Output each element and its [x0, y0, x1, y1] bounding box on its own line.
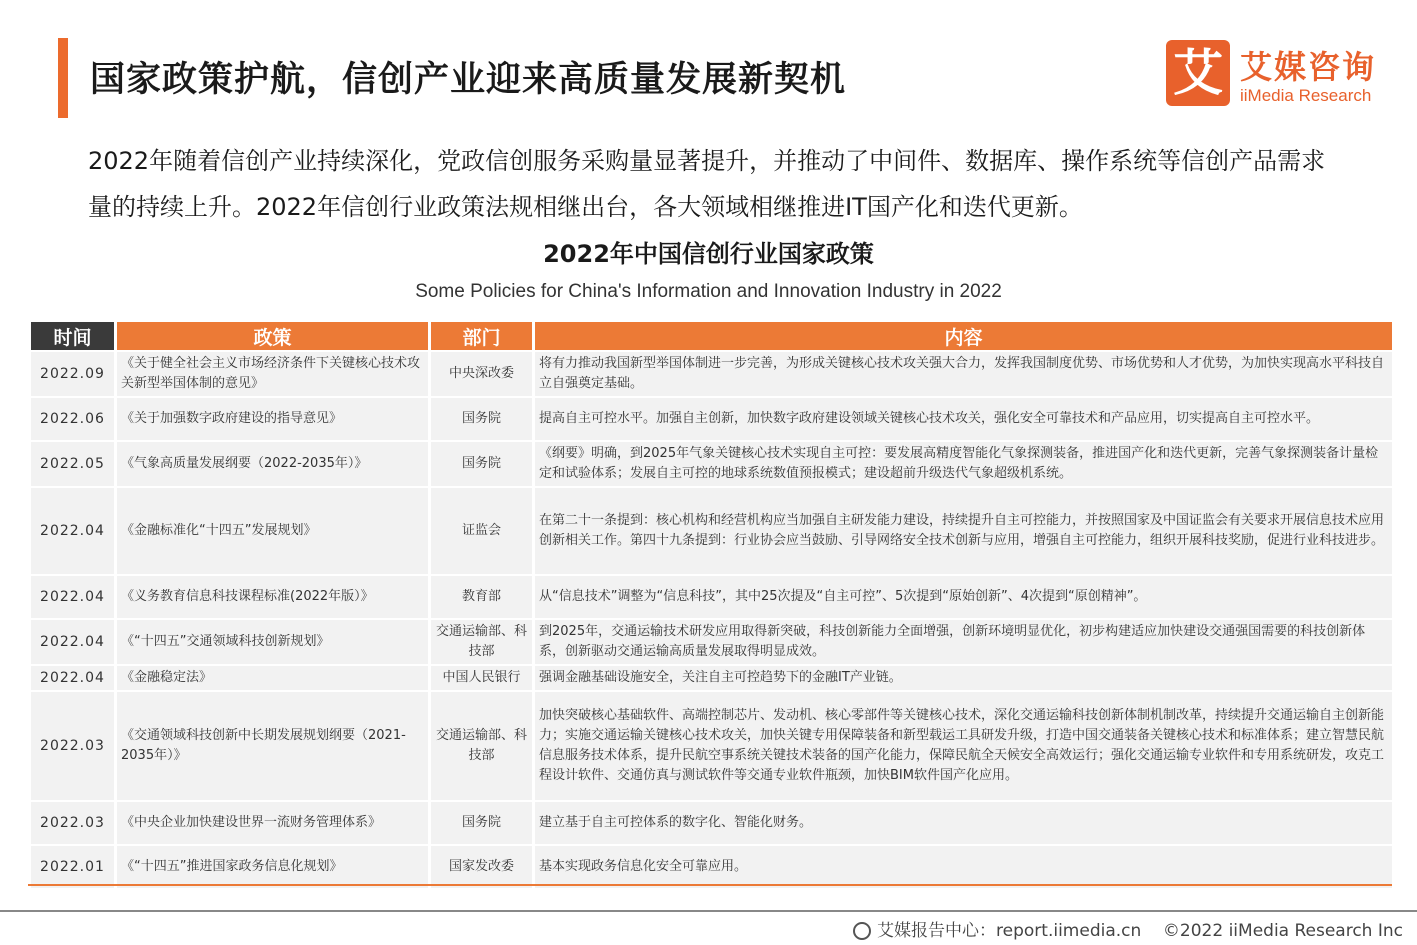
footer-divider: [0, 910, 1417, 912]
row-dept: 国务院: [431, 442, 532, 486]
table-row: [31, 802, 1392, 844]
table-row: [31, 846, 1392, 888]
row-content: 加快突破核心基础软件、高端控制芯片、发动机、核心零部件等关键核心技术，深化交通运输科技创新体制机制改革，持续提升交通运输自主创新能力；实施交通运输关键核心技术攻关，加快关键专用保障装备和新型载运工具研发升级，打造中国交通装备关键核心技术和标准体系；建立智慧民航信息服务技术体系，提升民航空事系统关键技术装备的国产化能力，保障民航全天候安全高效运行；强化交通运输专业软件和专用系统研发，攻克工程设计软件、交通仿真与测试软件等交通专业软件瓶颈，加快BIM软件国产化应用。: [535, 692, 1392, 800]
row-policy: 《义务教育信息科技课程标准(2022年版）》: [117, 576, 428, 618]
row-time: 2022.05: [31, 442, 114, 486]
table-bottom-rule: [28, 884, 1392, 886]
row-content: 《纲要》明确，到2025年气象关键核心技术实现自主可控：要发展高精度智能化气象探测装备，推进国产化和迭代更新，完善气象探测装备计量检定和试验体系；发展自主可控的地球系统数值预报模式；建设超前升级迭代气象超级机系统。: [535, 442, 1392, 486]
header-dept: 部门: [431, 322, 532, 350]
page-title: 国家政策护航，信创产业迎来高质量发展新契机: [90, 60, 847, 100]
header-policy: 政策: [117, 322, 428, 350]
row-dept: 国务院: [431, 398, 532, 440]
table-title: 2022年中国信创行业国家政策: [543, 240, 874, 268]
row-time: 2022.06: [31, 398, 114, 440]
row-content: 强调金融基础设施安全，关注自主可控趋势下的金融IT产业链。: [535, 666, 1392, 690]
table-row: [31, 620, 1392, 664]
row-content: 提高自主可控水平。加强自主创新，加快数字政府建设领域关键核心技术攻关，强化安全可靠技术和产品应用，切实提高自主可控水平。: [535, 398, 1392, 440]
logo-name-en: iiMedia Research: [1240, 86, 1372, 105]
row-content: 将有力推动我国新型举国体制进一步完善，为形成关键核心技术攻关强大合力，发挥我国制度优势、市场优势和人才优势，为加快实现高水平科技自立自强奠定基础。: [535, 352, 1392, 396]
row-dept: 国家发改委: [431, 846, 532, 888]
globe-icon: [853, 922, 871, 940]
row-dept: 国务院: [431, 802, 532, 844]
row-policy: 《“十四五”推进国家政务信息化规划》: [117, 846, 428, 888]
row-time: 2022.09: [31, 352, 114, 396]
table-header-row: [31, 322, 1392, 350]
row-content: 在第二十一条提到：核心机构和经营机构应当加强自主研发能力建设，持续提升自主可控能力，并按照国家及中国证监会有关要求开展信息技术应用创新相关工作。第四十九条提到：行业协会应当鼓励、引导网络安全技术创新与应用，增强自主可控能力，组织开展科技奖励，促进行业科技进步。: [535, 488, 1392, 574]
row-policy: 《中央企业加快建设世界一流财务管理体系》: [117, 802, 428, 844]
footer: [853, 916, 1403, 941]
row-dept: 中央深改委: [431, 352, 532, 396]
row-content: 基本实现政务信息化安全可靠应用。: [535, 846, 1392, 888]
header-time: 时间: [31, 322, 114, 350]
row-policy: 《气象高质量发展纲要（2022-2035年）》: [117, 442, 428, 486]
table-row: [31, 488, 1392, 574]
title-accent-bar: [58, 38, 68, 118]
row-time: 2022.04: [31, 576, 114, 618]
row-policy: 《关于加强数字政府建设的指导意见》: [117, 398, 428, 440]
table-row: [31, 692, 1392, 800]
table-row: [31, 666, 1392, 690]
row-time: 2022.01: [31, 846, 114, 888]
row-time: 2022.04: [31, 488, 114, 574]
header-content: 内容: [535, 322, 1392, 350]
row-policy: 《关于健全社会主义市场经济条件下关键核心技术攻关新型举国体制的意见》: [117, 352, 428, 396]
policy-table: [28, 320, 1395, 890]
row-content: 从“信息技术”调整为“信息科技”，其中25次提及“自主可控”、5次提到“原始创新”、4次提到“原创精神”。: [535, 576, 1392, 618]
table-row: [31, 352, 1392, 396]
logo-mark: 艾: [1166, 40, 1230, 106]
row-time: 2022.04: [31, 620, 114, 664]
row-dept: 交通运输部、科技部: [431, 620, 532, 664]
table-row: [31, 576, 1392, 618]
table-row: [31, 398, 1392, 440]
row-time: 2022.03: [31, 692, 114, 800]
row-dept: 交通运输部、科技部: [431, 692, 532, 800]
row-content: 到2025年，交通运输技术研发应用取得新突破，科技创新能力全面增强，创新环境明显优化，初步构建适应加快建设交通强国需要的科技创新体系，创新驱动交通运输高质量发展取得明显成效。: [535, 620, 1392, 664]
logo-name-cn: 艾媒咨询: [1240, 48, 1377, 86]
table-row: [31, 442, 1392, 486]
row-policy: 《金融标准化“十四五”发展规划》: [117, 488, 428, 574]
brand-logo: [1166, 40, 1396, 110]
row-policy: 《交通领域科技创新中长期发展规划纲要（2021-2035年）》: [117, 692, 428, 800]
table-subtitle: Some Policies for China's Information and Innovation Industry in 2022: [415, 281, 1002, 302]
row-policy: 《“十四五”交通领域科技创新规划》: [117, 620, 428, 664]
row-content: 建立基于自主可控体系的数字化、智能化财务。: [535, 802, 1392, 844]
footer-source: 艾媒报告中心：report.iimedia.cn: [877, 921, 1142, 941]
row-time: 2022.03: [31, 802, 114, 844]
row-dept: 中国人民银行: [431, 666, 532, 690]
row-time: 2022.04: [31, 666, 114, 690]
footer-copyright: ©2022 iiMedia Research Inc: [1162, 921, 1403, 941]
row-policy: 《金融稳定法》: [117, 666, 428, 690]
summary-paragraph: 2022年随着信创产业持续深化，党政信创服务采购量显著提升，并推动了中间件、数据库、操作系统等信创产品需求量的持续上升。2022年信创行业政策法规相继出台，各大领域相继推进IT国产化和迭代更新。: [88, 147, 1326, 221]
row-dept: 证监会: [431, 488, 532, 574]
row-dept: 教育部: [431, 576, 532, 618]
